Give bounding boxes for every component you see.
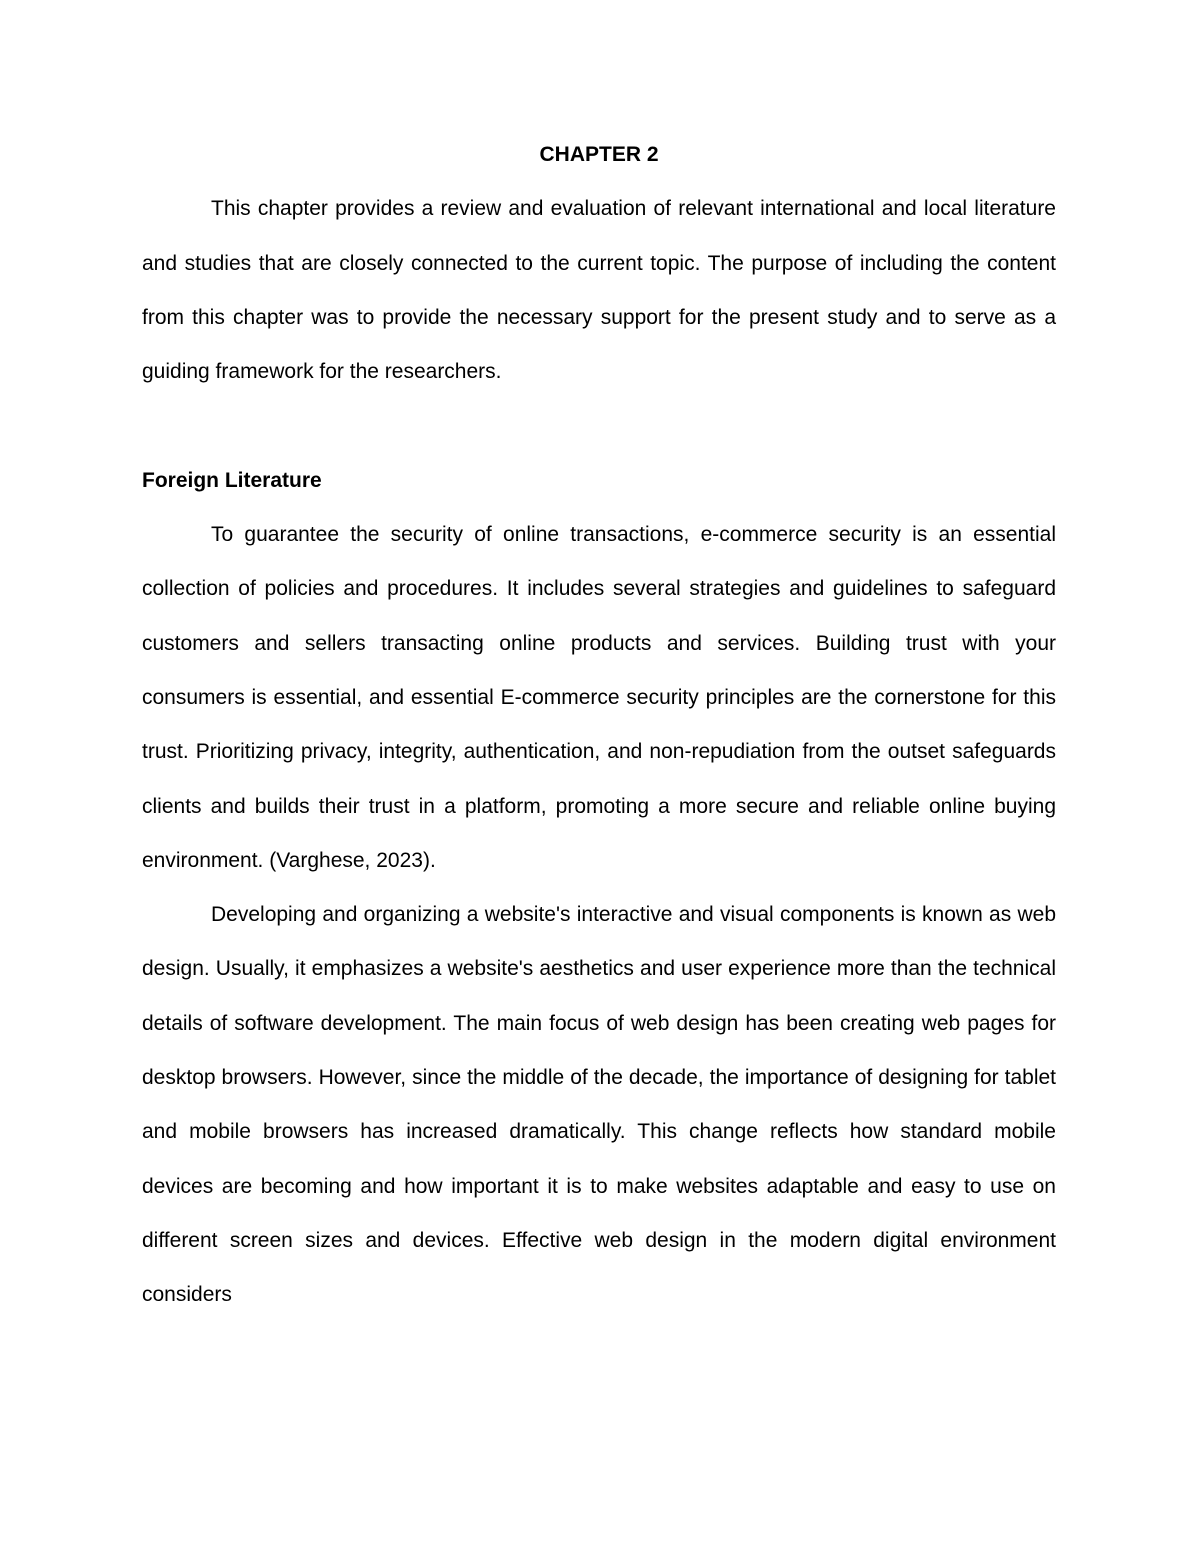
intro-paragraph: This chapter provides a review and evaluation of relevant international and local literature and studies that are closely connected to the current topic. The purpose of including the content from this chapter was to provide the necessary support for the present study and to serve as a guiding framework for the researchers.	[142, 197, 1056, 384]
section-heading-foreign-literature: Foreign Literature	[142, 468, 322, 492]
paragraph-web-design: Developing and organizing a website's interactive and visual components is known as web design. Usually, it emphasizes a website's aesthetics and user experience more than the technical details of software development. The main focus of web design has been creating web pages for desktop browsers. However, since the middle of the decade, the importance of designing for tablet and mobile browsers has increased dramatically. This change reflects how standard mobile devices are becoming and how important it is to make websites adaptable and easy to use on different screen sizes and devices. Effective web design in the modern digital environment considers	[142, 903, 1056, 1307]
chapter-title: CHAPTER 2	[539, 143, 659, 166]
paragraph-ecommerce-security: To guarantee the security of online transactions, e-commerce security is an essential collection of policies and procedures. It includes several strategies and guidelines to safeguard customers and sellers transacting online products and services. Building trust with your consumers is essential, and essential E-commerce security principles are the cornerstone for this trust. Prioritizing privacy, integrity, authentication, and non-repudiation from the outset safeguards clients and builds their trust in a platform, promoting a more secure and reliable online buying environment. (Varghese, 2023).	[142, 523, 1056, 872]
page-content	[142, 128, 1056, 1323]
